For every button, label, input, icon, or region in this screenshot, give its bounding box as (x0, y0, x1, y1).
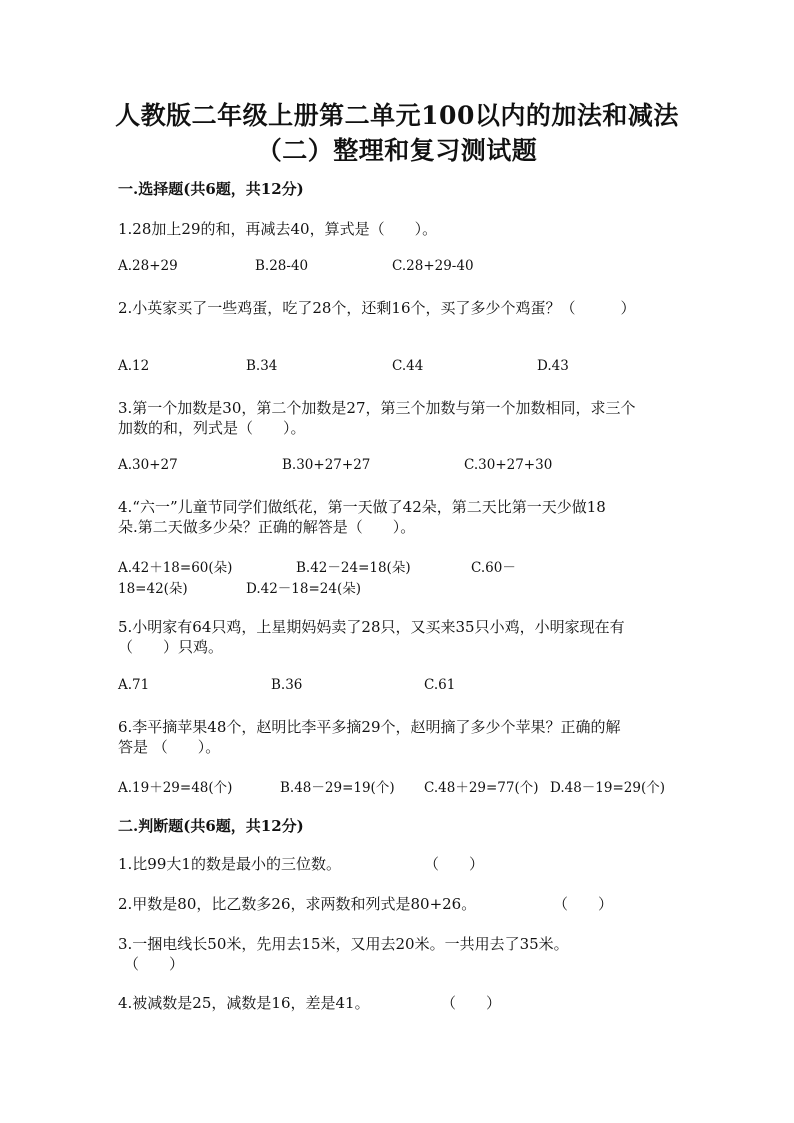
question-1-option-a: A.28+29 (118, 258, 178, 274)
judgement-3-blank: （ ） (124, 955, 185, 973)
question-3-option-a: A.30+27 (118, 457, 178, 473)
question-1-option-c: C.28+29-40 (392, 258, 474, 274)
page-title-line1: 人教版二年级上册第二单元100以内的加法和减法 (115, 101, 679, 130)
question-5-option-a: A.71 (118, 677, 150, 693)
page-title-line2: （二）整理和复习测试题 (256, 136, 538, 165)
question-3-option-c: C.30+27+30 (464, 457, 553, 473)
question-6-option-d: D.48－19=29(个) (550, 780, 666, 796)
question-3-text-line1: 3.第一个加数是30，第二个加数是27，第三个加数与第一个加数相同，求三个 (118, 399, 636, 417)
judgement-1-blank: （ ） (424, 855, 485, 873)
question-5-text-line1: 5.小明家有64只鸡，上星期妈妈卖了28只，又买来35只小鸡，小明家现在有 (118, 618, 625, 636)
question-4-option-a: A.42＋18=60(朵) (118, 560, 233, 576)
question-1-text: 1.28加上29的和，再减去40，算式是（ ）。 (118, 220, 438, 238)
judgement-1-text: 1.比99大1的数是最小的三位数。 (118, 855, 341, 873)
judgement-2-text: 2.甲数是80，比乙数多26，求两数和列式是80+26。 (118, 895, 477, 913)
question-4-option-c-part2: 18=42(朵) (118, 581, 188, 597)
judgement-2-blank: （ ） (553, 895, 614, 913)
question-2-option-d: D.43 (537, 358, 569, 374)
section-heading-judgement: 二.判断题(共6题，共12分) (118, 817, 304, 835)
question-4-option-d: D.42－18=24(朵) (246, 581, 362, 597)
question-4-text-line1: 4.“六一”儿童节同学们做纸花，第一天做了42朵，第二天比第一天少做18 (118, 498, 606, 516)
question-6-text-line2: 答是 （ ）。 (118, 738, 221, 756)
question-2-option-c: C.44 (392, 358, 424, 374)
question-2-option-a: A.12 (118, 358, 150, 374)
question-6-option-a: A.19＋29=48(个) (118, 780, 233, 796)
judgement-4-blank: （ ） (441, 994, 502, 1012)
judgement-4-text: 4.被减数是25，减数是16，差是41。 (118, 994, 370, 1012)
question-5-option-b: B.36 (271, 677, 303, 693)
question-2-text: 2.小英家买了一些鸡蛋，吃了28个，还剩16个，买了多少个鸡蛋？（ ） (118, 299, 636, 317)
question-6-option-b: B.48－29=19(个) (280, 780, 395, 796)
question-4-option-c-part1: C.60－ (471, 560, 516, 576)
question-5-text-line2: （ ）只鸡。 (118, 638, 224, 656)
judgement-3-text: 3.一捆电线长50米，先用去15米，又用去20米。一共用去了35米。 (118, 935, 569, 953)
question-1-option-b: B.28-40 (255, 258, 309, 274)
section-heading-choice: 一.选择题(共6题，共12分) (118, 180, 304, 198)
question-6-text-line1: 6.李平摘苹果48个，赵明比李平多摘29个，赵明摘了多少个苹果？正确的解 (118, 718, 621, 736)
question-5-option-c: C.61 (424, 677, 456, 693)
question-3-text-line2: 加数的和，列式是（ ）。 (118, 419, 306, 437)
question-6-option-c: C.48＋29=77(个) (424, 780, 539, 796)
question-3-option-b: B.30+27+27 (282, 457, 371, 473)
question-2-option-b: B.34 (246, 358, 278, 374)
question-4-text-line2: 朵.第二天做多少朵？正确的解答是（ ）。 (118, 518, 416, 536)
question-4-option-b: B.42－24=18(朵) (296, 560, 411, 576)
